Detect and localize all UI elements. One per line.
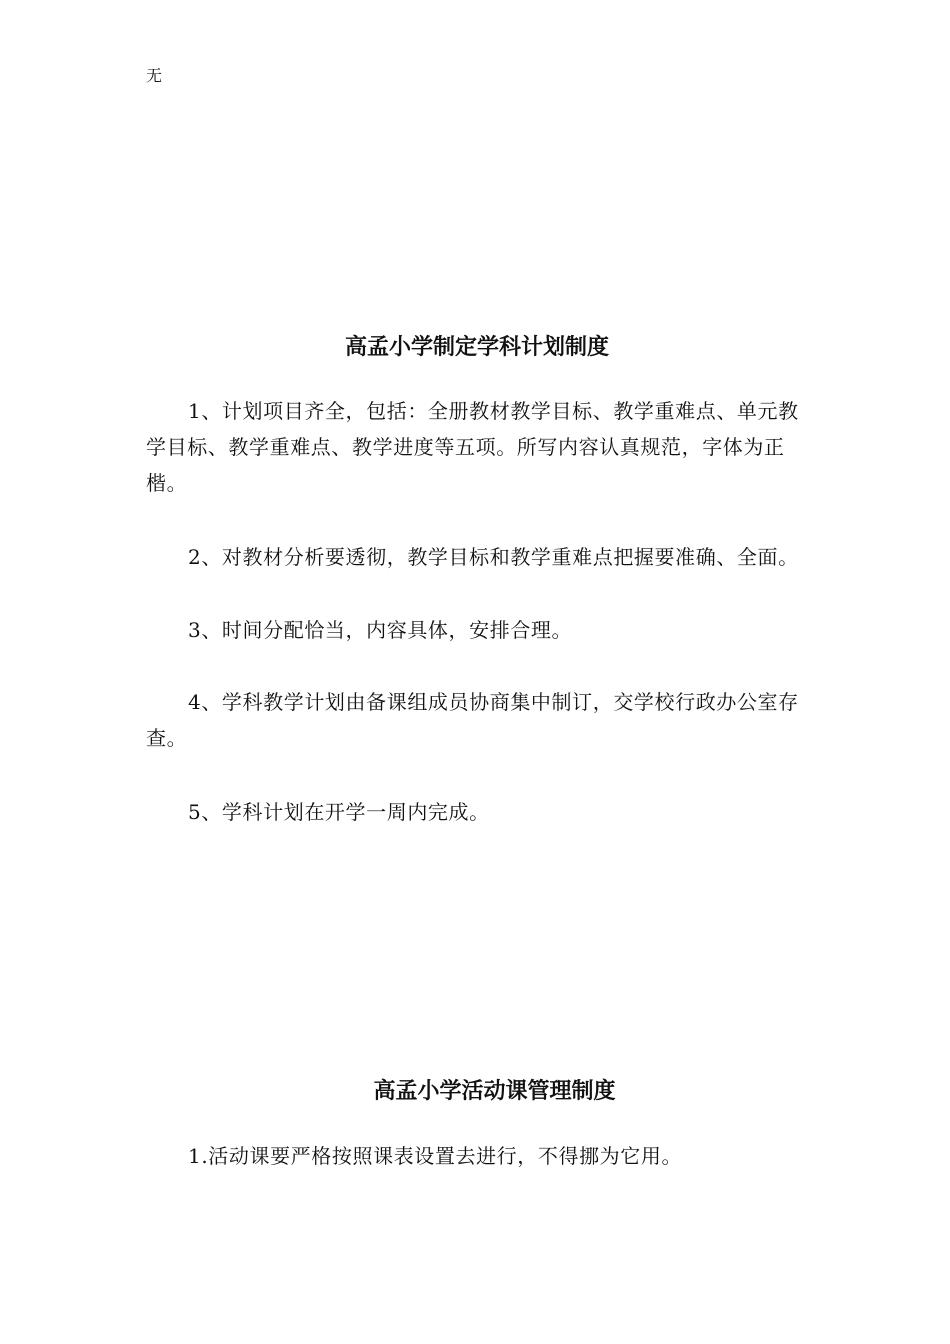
top-note: 无: [146, 66, 163, 85]
paragraph-plan-deadline: 5、学科计划在开学一周内完成。: [188, 800, 490, 824]
paragraph-plan-preparation: 4、学科教学计划由备课组成员协商集中制订，交学校行政办公室存查。: [146, 690, 799, 750]
paragraph-plan-items: 1、计划项目齐全，包括：全册教材教学目标、教学重难点、单元教学目标、教学重难点、教学进度等五项。所写内容认真规范，字体为正楷。: [146, 399, 799, 495]
paragraph-activity-schedule: 1.活动课要严格按照课表设置去进行，不得挪为它用。: [188, 1144, 683, 1168]
section-title-subject-plan: 高孟小学制定学科计划制度: [344, 335, 609, 360]
paragraph-time-allocation: 3、时间分配恰当，内容具体，安排合理。: [188, 618, 573, 642]
paragraph-textbook-analysis: 2、对教材分析要透彻，教学目标和教学重难点把握要准确、全面。: [188, 545, 799, 569]
section-title-activity-class: 高孟小学活动课管理制度: [373, 1079, 616, 1104]
